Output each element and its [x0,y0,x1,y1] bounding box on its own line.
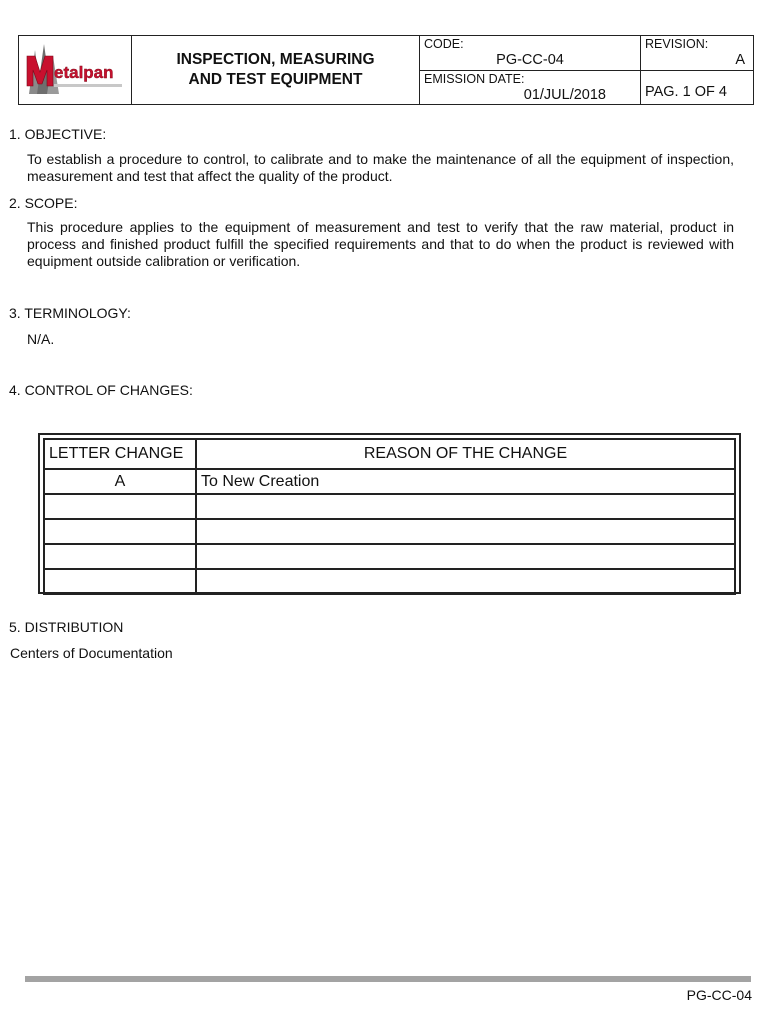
terminology-heading: 3. TERMINOLOGY: [9,305,131,321]
document-header [18,35,754,105]
scope-heading: 2. SCOPE: [9,195,78,211]
logo-cell [19,36,132,104]
page-box [641,71,753,104]
table-header-row [44,439,735,469]
changes-heading: 4. CONTROL OF CHANGES: [9,382,193,398]
letter-cell [44,494,196,519]
reason-cell [196,569,735,594]
footer-divider [25,976,751,982]
reason-cell: To New Creation [196,469,735,494]
emission-box [420,71,640,104]
logo-wordmark: etalpan [54,63,114,82]
table-row [44,544,735,569]
changes-table-frame [38,433,741,594]
table-row [44,494,735,519]
emission-date-label: EMISSION DATE: [424,72,525,86]
reason-cell [196,494,735,519]
terminology-text: N/A. [27,331,55,347]
footer-code: PG-CC-04 [686,987,752,1003]
title-line-2: AND TEST EQUIPMENT [188,71,363,88]
table-row [44,469,735,494]
letter-cell [44,569,196,594]
document-title [132,36,420,104]
page-number: PAG. 1 OF 4 [645,84,727,100]
title-line-1: INSPECTION, MEASURING [176,51,375,68]
code-value: PG-CC-04 [496,52,564,68]
objective-heading: 1. OBJECTIVE: [9,126,107,142]
reason-cell [196,519,735,544]
letter-cell [44,544,196,569]
revision-page-cell [641,36,753,104]
metalpan-logo [25,42,125,100]
letter-cell: A [44,469,196,494]
changes-table [43,438,736,595]
table-row [44,569,735,594]
scope-text: This procedure applies to the equipment of measurement and test to verify that the raw material, product in process and finished product fulfill the specified requirements and that to do when the product is reviewed with equipment outside calibration or verification. [27,219,734,269]
reason-cell [196,544,735,569]
distribution-text: Centers of Documentation [10,645,173,661]
letter-cell [44,519,196,544]
emission-date-value: 01/JUL/2018 [523,87,606,103]
header-reason: REASON OF THE CHANGE [196,439,735,469]
distribution-heading: 5. DISTRIBUTION [9,619,124,635]
code-box [420,36,640,71]
table-row [44,519,735,544]
code-label: CODE: [424,37,464,51]
revision-label: REVISION: [645,37,709,51]
code-date-cell [420,36,641,104]
header-letter-change: LETTER CHANGE [44,439,196,469]
revision-value: A [735,52,745,68]
objective-text: To establish a procedure to control, to calibrate and to make the maintenance of all the equipment of inspection, measurement and test that affect the quality of the product. [27,151,734,184]
revision-box [641,36,753,71]
